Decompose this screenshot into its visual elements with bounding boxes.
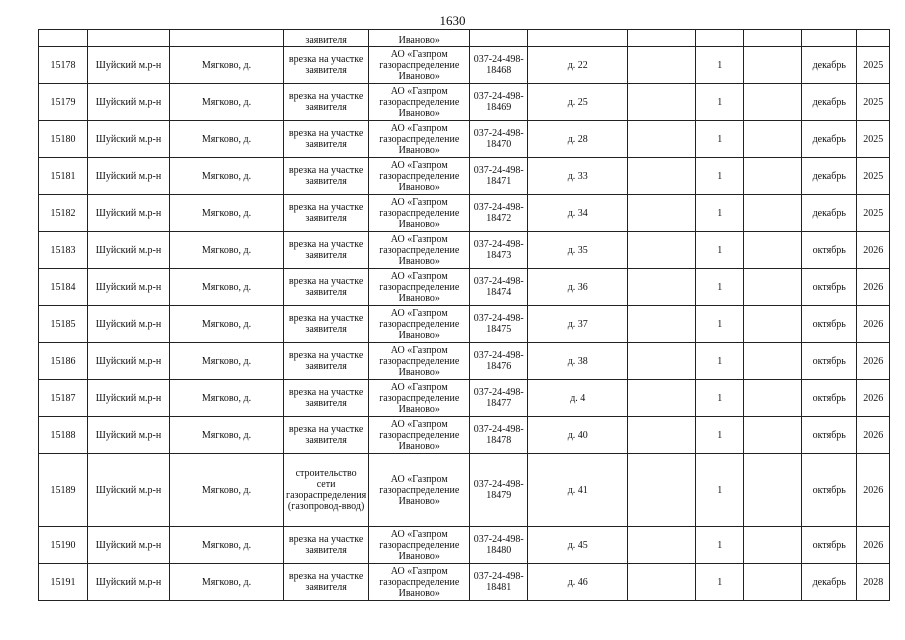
- table-row: [39, 195, 890, 232]
- cell-district: Шуйский м.р-н: [88, 269, 170, 306]
- cell-year: 2026: [857, 454, 890, 527]
- cell-locality: Мягково, д.: [170, 158, 284, 195]
- cell-number: 15181: [39, 158, 88, 195]
- cell-empty: [628, 527, 696, 564]
- cell-locality: Мягково, д.: [170, 195, 284, 232]
- cell-code: 037-24-498-18479: [470, 454, 528, 527]
- cell-number: 15185: [39, 306, 88, 343]
- cell-work: врезка на участке заявителя: [284, 417, 369, 454]
- cell-district: Шуйский м.р-н: [88, 195, 170, 232]
- cell-district: Шуйский м.р-н: [88, 121, 170, 158]
- cell-house: д. 35: [528, 232, 628, 269]
- cell-month: декабрь: [802, 121, 857, 158]
- cell-empty: [628, 232, 696, 269]
- cell-empty: [628, 306, 696, 343]
- cell-work: врезка на участке заявителя: [284, 121, 369, 158]
- cell-work: врезка на участке заявителя: [284, 195, 369, 232]
- table-row: [39, 306, 890, 343]
- cell-locality: Мягково, д.: [170, 84, 284, 121]
- table-row: [39, 269, 890, 306]
- cell-month: октябрь: [802, 380, 857, 417]
- cell-month: октябрь: [802, 454, 857, 527]
- cell-work: врезка на участке заявителя: [284, 343, 369, 380]
- cell-month: декабрь: [802, 84, 857, 121]
- gas-connection-table: [38, 29, 890, 601]
- cell-quantity: 1: [696, 121, 744, 158]
- cell-quantity: 1: [696, 158, 744, 195]
- cell-empty: [628, 158, 696, 195]
- table-row: [39, 47, 890, 84]
- cell-empty: [744, 269, 802, 306]
- cell-quantity: 1: [696, 306, 744, 343]
- cell-work: строительство сети газораспределения (газопровод-ввод): [284, 454, 369, 527]
- cell-empty: [628, 121, 696, 158]
- cell-locality: Мягково, д.: [170, 527, 284, 564]
- cell-number: 15189: [39, 454, 88, 527]
- cell-district: Шуйский м.р-н: [88, 306, 170, 343]
- cell-district: Шуйский м.р-н: [88, 343, 170, 380]
- cell-org: АО «Газпром газораспределение Иваново»: [369, 232, 470, 269]
- cell-empty: [170, 30, 284, 47]
- cell-empty: [744, 84, 802, 121]
- cell-code: 037-24-498-18481: [470, 564, 528, 601]
- cell-month: октябрь: [802, 232, 857, 269]
- cell-org: АО «Газпром газораспределение Иваново»: [369, 121, 470, 158]
- cell-house: д. 38: [528, 343, 628, 380]
- cell-quantity: 1: [696, 417, 744, 454]
- cell-locality: Мягково, д.: [170, 47, 284, 84]
- cell-district: Шуйский м.р-н: [88, 417, 170, 454]
- cell-empty: [696, 30, 744, 47]
- cell-month: декабрь: [802, 47, 857, 84]
- table-row: [39, 121, 890, 158]
- cell-year: 2026: [857, 269, 890, 306]
- page-number: 1630: [439, 13, 466, 28]
- cell-code: 037-24-498-18477: [470, 380, 528, 417]
- table-row: [39, 454, 890, 527]
- cell-locality: Мягково, д.: [170, 343, 284, 380]
- cell-month: декабрь: [802, 564, 857, 601]
- cell-work: врезка на участке заявителя: [284, 47, 369, 84]
- cell-district: Шуйский м.р-н: [88, 564, 170, 601]
- cell-work: врезка на участке заявителя: [284, 158, 369, 195]
- cell-house: д. 22: [528, 47, 628, 84]
- cell-locality: Мягково, д.: [170, 269, 284, 306]
- cell-work: врезка на участке заявителя: [284, 564, 369, 601]
- cell-year: 2026: [857, 380, 890, 417]
- cell-month: октябрь: [802, 527, 857, 564]
- cell-year: 2026: [857, 527, 890, 564]
- cell-work: врезка на участке заявителя: [284, 84, 369, 121]
- cell-org: АО «Газпром газораспределение Иваново»: [369, 47, 470, 84]
- cell-number: 15191: [39, 564, 88, 601]
- cell-number: 15184: [39, 269, 88, 306]
- cell-number: 15182: [39, 195, 88, 232]
- cell-code: 037-24-498-18478: [470, 417, 528, 454]
- cell-year: 2026: [857, 417, 890, 454]
- cell-empty: [744, 158, 802, 195]
- cell-year: 2026: [857, 232, 890, 269]
- cell-code: 037-24-498-18480: [470, 527, 528, 564]
- cell-work: врезка на участке заявителя: [284, 380, 369, 417]
- cell-empty: [744, 343, 802, 380]
- cell-quantity: 1: [696, 84, 744, 121]
- cell-org: АО «Газпром газораспределение Иваново»: [369, 564, 470, 601]
- cell-quantity: 1: [696, 380, 744, 417]
- cell-district: Шуйский м.р-н: [88, 158, 170, 195]
- cell-empty: [628, 84, 696, 121]
- cell-empty: [628, 564, 696, 601]
- cell-house: д. 4: [528, 380, 628, 417]
- cell-empty: [744, 306, 802, 343]
- cell-house: д. 28: [528, 121, 628, 158]
- cell-month: октябрь: [802, 306, 857, 343]
- cell-code: 037-24-498-18469: [470, 84, 528, 121]
- cell-district: Шуйский м.р-н: [88, 84, 170, 121]
- cell-work: врезка на участке заявителя: [284, 232, 369, 269]
- cell-house: д. 41: [528, 454, 628, 527]
- cell-district: Шуйский м.р-н: [88, 454, 170, 527]
- table-row: [39, 232, 890, 269]
- cell-house: д. 45: [528, 527, 628, 564]
- cell-empty: [744, 380, 802, 417]
- cell-empty: [744, 195, 802, 232]
- cell-quantity: 1: [696, 343, 744, 380]
- cell-locality: Мягково, д.: [170, 380, 284, 417]
- cell-empty: [628, 454, 696, 527]
- cell-month: октябрь: [802, 343, 857, 380]
- cell-house: д. 36: [528, 269, 628, 306]
- cell-house: д. 37: [528, 306, 628, 343]
- cell-code: 037-24-498-18472: [470, 195, 528, 232]
- cell-empty: [857, 30, 890, 47]
- cell-district: Шуйский м.р-н: [88, 232, 170, 269]
- cell-year: 2026: [857, 343, 890, 380]
- cell-empty: [744, 417, 802, 454]
- cell-empty: [744, 121, 802, 158]
- table-row: [39, 158, 890, 195]
- cell-work: заявителя: [284, 30, 369, 47]
- cell-empty: [628, 417, 696, 454]
- cell-locality: Мягково, д.: [170, 121, 284, 158]
- cell-house: д. 33: [528, 158, 628, 195]
- cell-locality: Мягково, д.: [170, 232, 284, 269]
- cell-number: 15183: [39, 232, 88, 269]
- table-row: [39, 343, 890, 380]
- cell-empty: [39, 30, 88, 47]
- cell-month: октябрь: [802, 417, 857, 454]
- cell-code: 037-24-498-18474: [470, 269, 528, 306]
- cell-empty: [628, 269, 696, 306]
- cell-district: Шуйский м.р-н: [88, 380, 170, 417]
- cell-number: 15186: [39, 343, 88, 380]
- cell-work: врезка на участке заявителя: [284, 306, 369, 343]
- cell-work: врезка на участке заявителя: [284, 527, 369, 564]
- cell-quantity: 1: [696, 195, 744, 232]
- cell-work: врезка на участке заявителя: [284, 269, 369, 306]
- cell-house: д. 34: [528, 195, 628, 232]
- cell-org: Иваново»: [369, 30, 470, 47]
- cell-empty: [628, 380, 696, 417]
- cell-year: 2025: [857, 121, 890, 158]
- cell-empty: [744, 527, 802, 564]
- cell-house: д. 40: [528, 417, 628, 454]
- cell-empty: [744, 564, 802, 601]
- cell-number: 15188: [39, 417, 88, 454]
- cell-number: 15178: [39, 47, 88, 84]
- cell-quantity: 1: [696, 454, 744, 527]
- table-row: [39, 417, 890, 454]
- cell-month: октябрь: [802, 269, 857, 306]
- continuation-row: [39, 30, 890, 47]
- cell-org: АО «Газпром газораспределение Иваново»: [369, 195, 470, 232]
- cell-empty: [802, 30, 857, 47]
- table-row: [39, 564, 890, 601]
- cell-org: АО «Газпром газораспределение Иваново»: [369, 343, 470, 380]
- cell-empty: [628, 343, 696, 380]
- cell-empty: [628, 30, 696, 47]
- cell-code: 037-24-498-18470: [470, 121, 528, 158]
- cell-house: д. 25: [528, 84, 628, 121]
- cell-code: 037-24-498-18468: [470, 47, 528, 84]
- cell-house: д. 46: [528, 564, 628, 601]
- cell-locality: Мягково, д.: [170, 417, 284, 454]
- cell-quantity: 1: [696, 232, 744, 269]
- cell-district: Шуйский м.р-н: [88, 47, 170, 84]
- cell-number: 15180: [39, 121, 88, 158]
- cell-org: АО «Газпром газораспределение Иваново»: [369, 380, 470, 417]
- cell-org: АО «Газпром газораспределение Иваново»: [369, 158, 470, 195]
- cell-number: 15190: [39, 527, 88, 564]
- cell-empty: [528, 30, 628, 47]
- cell-year: 2025: [857, 158, 890, 195]
- cell-year: 2028: [857, 564, 890, 601]
- cell-org: АО «Газпром газораспределение Иваново»: [369, 454, 470, 527]
- cell-locality: Мягково, д.: [170, 454, 284, 527]
- cell-locality: Мягково, д.: [170, 306, 284, 343]
- cell-empty: [470, 30, 528, 47]
- cell-quantity: 1: [696, 527, 744, 564]
- cell-empty: [88, 30, 170, 47]
- cell-empty: [744, 47, 802, 84]
- cell-year: 2025: [857, 84, 890, 121]
- cell-empty: [744, 232, 802, 269]
- cell-empty: [744, 30, 802, 47]
- cell-org: АО «Газпром газораспределение Иваново»: [369, 84, 470, 121]
- cell-org: АО «Газпром газораспределение Иваново»: [369, 306, 470, 343]
- cell-empty: [628, 195, 696, 232]
- cell-org: АО «Газпром газораспределение Иваново»: [369, 417, 470, 454]
- cell-empty: [744, 454, 802, 527]
- cell-quantity: 1: [696, 564, 744, 601]
- cell-code: 037-24-498-18471: [470, 158, 528, 195]
- cell-org: АО «Газпром газораспределение Иваново»: [369, 269, 470, 306]
- cell-empty: [628, 47, 696, 84]
- cell-year: 2025: [857, 195, 890, 232]
- cell-org: АО «Газпром газораспределение Иваново»: [369, 527, 470, 564]
- cell-month: декабрь: [802, 158, 857, 195]
- table-row: [39, 380, 890, 417]
- cell-code: 037-24-498-18475: [470, 306, 528, 343]
- cell-number: 15187: [39, 380, 88, 417]
- cell-code: 037-24-498-18476: [470, 343, 528, 380]
- cell-quantity: 1: [696, 47, 744, 84]
- cell-district: Шуйский м.р-н: [88, 527, 170, 564]
- cell-code: 037-24-498-18473: [470, 232, 528, 269]
- cell-number: 15179: [39, 84, 88, 121]
- cell-month: декабрь: [802, 195, 857, 232]
- cell-year: 2025: [857, 47, 890, 84]
- table-row: [39, 84, 890, 121]
- cell-year: 2026: [857, 306, 890, 343]
- cell-quantity: 1: [696, 269, 744, 306]
- table-row: [39, 527, 890, 564]
- cell-locality: Мягково, д.: [170, 564, 284, 601]
